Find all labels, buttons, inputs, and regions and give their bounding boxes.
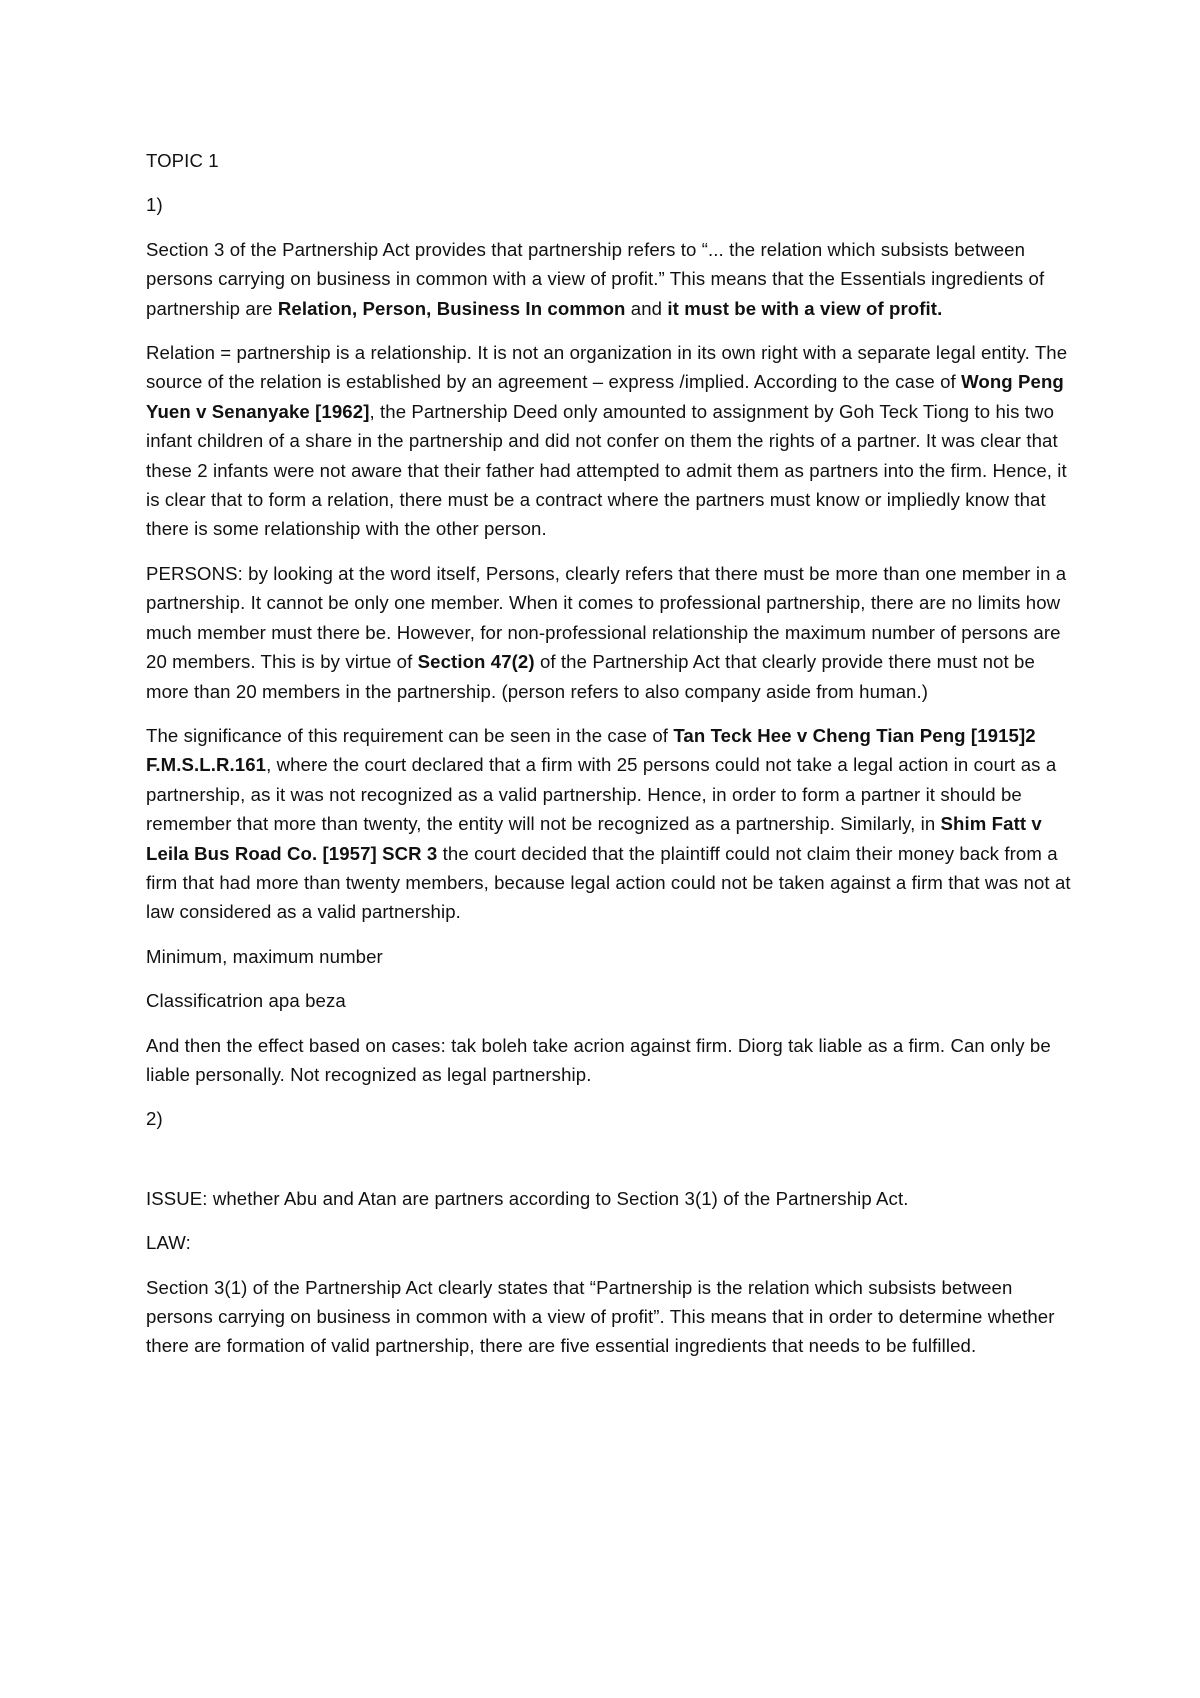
paragraph-persons: PERSONS: by looking at the word itself, Persons, clearly refers that there must be more than one member in a partnership. It cannot be only one member. When it comes to professional partnership, there are no limits how much member must there be. However, for non-professional relationship the maximum number of persons are 20 members. This is by virtue of Section 47(2) of the Partnership Act that clearly provide there must not be more than 20 members in the partnership. (person refers to also company aside from human.) [146,562,1067,702]
paragraph-definition: Section 3 of the Partnership Act provides that partnership refers to “... the relation which subsists between persons carrying on business in common with a view of profit.” This means that the Essentials ingredients of partnership are Relation, Person, Business In common and it must be with a view of profit. [146,238,1045,319]
note-classification: Classificatrion apa beza [146,990,346,1012]
issue-statement: ISSUE: whether Abu and Atan are partners according to Section 3(1) of the Partnership Act. [146,1187,909,1209]
case-citation-tan-teck-hee: Tan Teck Hee v Cheng Tian Peng [1915]2 F.M.S.L.R.161 [146,724,1036,776]
paragraph-law: Section 3(1) of the Partnership Act clearly states that “Partnership is the relation which subsists between persons carrying on business in common with a view of profit”. This means that in order to determine whether there are formation of valid partnership, there are five essential ingredients that needs to be fulfilled. [146,1276,1055,1357]
question-number-1: 1) [146,194,163,216]
paragraph-significance: The significance of this requirement can be seen in the case of Tan Teck Hee v Cheng Tian Peng [1915]2 F.M.S.L.R.161, where the court declared that a firm with 25 persons could not take a legal action in court as a partnership, as it was not recognized as a valid partnership. Hence, in order to form a partner it should be remember that more than twenty, the entity will not be recognized as a partnership. Similarly, in Shim Fatt v Leila Bus Road Co. [1957] SCR 3 the court decided that the plaintiff could not claim their money back from a firm that had more than twenty members, because legal action could not be taken against a firm that was not at law considered as a valid partnership. [146,724,1071,923]
note-minimum-maximum: Minimum, maximum number [146,945,383,967]
note-effect-cases: And then the effect based on cases: tak boleh take acrion against firm. Diorg tak liable as a firm. Can only be liable personally. Not recognized as legal partnership. [146,1034,1051,1085]
document-body [146,146,1076,1376]
bold-view-of-profit: it must be with a view of profit. [667,297,943,319]
statute-citation-section-47: Section 47(2) [417,651,535,673]
bold-ingredients: Relation, Person, Business In common [277,297,626,319]
paragraph-relation: Relation = partnership is a relationship. It is not an organization in its own right with a separate legal entity. The source of the relation is established by an agreement – express /implied. According to the case of Wong Peng Yuen v Senanyake [1962], the Partnership Deed only amounted to assignment by Goh Teck Tiong to his two infant children of a share in the partnership and did not confer on them the rights of a partner. It was clear that these 2 infants were not aware that their father had attempted to admit them as partners into the firm. Hence, it is clear that to form a relation, there must be a contract where the partners must know or impliedly know that there is some relationship with the other person. [146,342,1068,540]
law-heading: LAW: [146,1232,191,1254]
question-number-2: 2) [146,1108,163,1130]
topic-heading: TOPIC 1 [146,150,219,171]
case-citation-shim-fatt: Shim Fatt v Leila Bus Road Co. [1957] SCR 3 [146,813,1042,864]
case-citation-wong-peng-yuen: Wong Peng Yuen v Senanyake [1962] [146,371,1064,422]
